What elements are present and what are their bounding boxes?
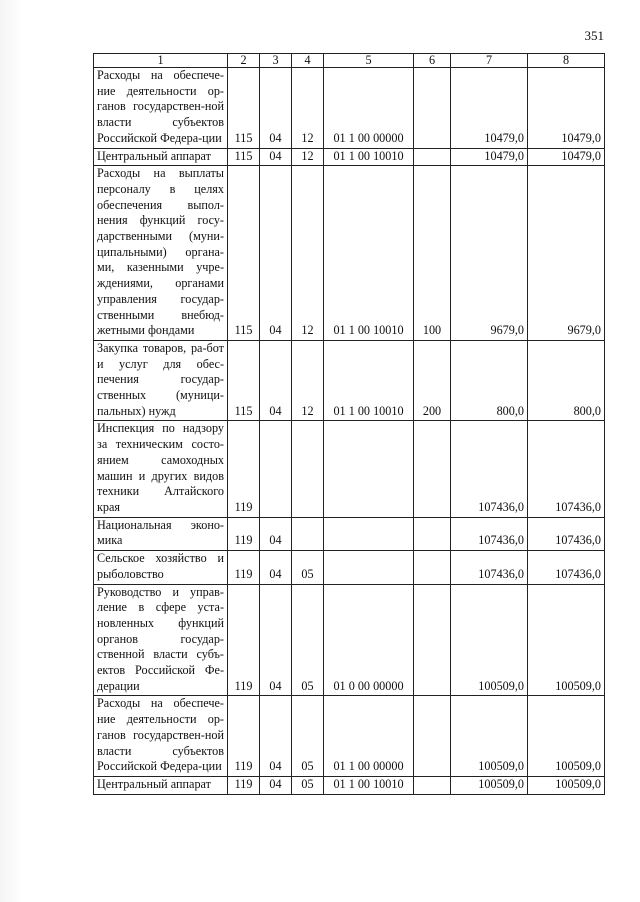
amount-cell: 10479,0 (528, 68, 605, 149)
row-name-cell: Расходы на выплаты персоналу в целях обеспечения выпол-нения функций госу-дарственными (муни-ципальными) органа-ми, казенными учре-ждениями, органами управления государ-ственными внебюд-жетными фондами (94, 166, 228, 341)
ministry-code-cell: 119 (228, 421, 260, 517)
ministry-code-cell: 119 (228, 776, 260, 794)
subsection-cell: 05 (292, 696, 324, 777)
column-header: 5 (324, 54, 414, 68)
ministry-code-cell: 119 (228, 584, 260, 696)
column-header: 3 (260, 54, 292, 68)
subsection-cell: 05 (292, 551, 324, 584)
budget-table (93, 53, 605, 795)
row-name-cell: Закупка товаров, ра-бот и услуг для обес-печения государ-ственных (муници-пальных) нужд (94, 340, 228, 421)
expense-type-cell (414, 517, 451, 550)
table-row (94, 517, 605, 550)
amount-cell: 107436,0 (451, 517, 528, 550)
ministry-code-cell: 115 (228, 68, 260, 149)
amount-cell: 107436,0 (451, 551, 528, 584)
section-cell: 04 (260, 696, 292, 777)
expense-type-cell (414, 551, 451, 584)
section-cell: 04 (260, 517, 292, 550)
ministry-code-cell: 115 (228, 166, 260, 341)
target-article-cell (324, 421, 414, 517)
row-name-cell: Расходы на обеспече-ние деятельности ор-ганов государствен-ной власти субъектов Российской Федера-ции (94, 696, 228, 777)
row-name-cell: Сельское хозяйство и рыболовство (94, 551, 228, 584)
row-name-cell: Инспекция по надзору за техническим состо-янием самоходных машин и других видов техники Алтайского края (94, 421, 228, 517)
table-row (94, 148, 605, 166)
amount-cell: 100509,0 (528, 776, 605, 794)
expense-type-cell: 200 (414, 340, 451, 421)
amount-cell: 100509,0 (528, 584, 605, 696)
row-name-cell: Руководство и управ-ление в сфере уста-новленных функций органов государ-ственной власти субъ-ектов Российской Фе-дерации (94, 584, 228, 696)
amount-cell: 9679,0 (528, 166, 605, 341)
section-cell: 04 (260, 166, 292, 341)
target-article-cell (324, 517, 414, 550)
target-article-cell: 01 0 00 00000 (324, 584, 414, 696)
row-name-cell: Центральный аппарат (94, 148, 228, 166)
section-cell: 04 (260, 148, 292, 166)
column-header: 2 (228, 54, 260, 68)
amount-cell: 9679,0 (451, 166, 528, 341)
page-number: 351 (584, 28, 604, 43)
subsection-cell: 05 (292, 584, 324, 696)
ministry-code-cell: 119 (228, 551, 260, 584)
amount-cell: 100509,0 (451, 776, 528, 794)
expense-type-cell (414, 148, 451, 166)
section-cell: 04 (260, 340, 292, 421)
target-article-cell: 01 1 00 10010 (324, 776, 414, 794)
amount-cell: 10479,0 (528, 148, 605, 166)
subsection-cell: 12 (292, 166, 324, 341)
section-cell: 04 (260, 551, 292, 584)
subsection-cell: 12 (292, 148, 324, 166)
column-header: 7 (451, 54, 528, 68)
amount-cell: 107436,0 (528, 517, 605, 550)
amount-cell: 107436,0 (528, 421, 605, 517)
section-cell: 04 (260, 776, 292, 794)
subsection-cell: 12 (292, 68, 324, 149)
section-cell (260, 421, 292, 517)
table-row (94, 68, 605, 149)
target-article-cell: 01 1 00 10010 (324, 340, 414, 421)
target-article-cell: 01 1 00 10010 (324, 148, 414, 166)
row-name-cell: Расходы на обеспече-ние деятельности ор-ганов государствен-ной власти субъектов Российской Федера-ции (94, 68, 228, 149)
section-cell: 04 (260, 68, 292, 149)
amount-cell: 10479,0 (451, 148, 528, 166)
subsection-cell (292, 517, 324, 550)
expense-type-cell: 100 (414, 166, 451, 341)
column-number-row (94, 54, 605, 68)
row-name-cell: Центральный аппарат (94, 776, 228, 794)
expense-type-cell (414, 421, 451, 517)
expense-type-cell (414, 696, 451, 777)
target-article-cell (324, 551, 414, 584)
table-row (94, 421, 605, 517)
amount-cell: 100509,0 (451, 584, 528, 696)
expense-type-cell (414, 68, 451, 149)
column-header: 6 (414, 54, 451, 68)
row-name-cell: Национальная эконо-мика (94, 517, 228, 550)
table-row (94, 551, 605, 584)
ministry-code-cell: 119 (228, 696, 260, 777)
subsection-cell: 12 (292, 340, 324, 421)
amount-cell: 100509,0 (451, 696, 528, 777)
expense-type-cell (414, 776, 451, 794)
scan-left-shadow (0, 0, 22, 902)
table-row (94, 696, 605, 777)
target-article-cell: 01 1 00 00000 (324, 68, 414, 149)
amount-cell: 107436,0 (528, 551, 605, 584)
amount-cell: 107436,0 (451, 421, 528, 517)
subsection-cell: 05 (292, 776, 324, 794)
table-row (94, 340, 605, 421)
table-row (94, 776, 605, 794)
subsection-cell (292, 421, 324, 517)
amount-cell: 800,0 (451, 340, 528, 421)
expense-type-cell (414, 584, 451, 696)
amount-cell: 10479,0 (451, 68, 528, 149)
table-row (94, 166, 605, 341)
column-header: 4 (292, 54, 324, 68)
ministry-code-cell: 115 (228, 340, 260, 421)
column-header: 8 (528, 54, 605, 68)
target-article-cell: 01 1 00 10010 (324, 166, 414, 341)
amount-cell: 100509,0 (528, 696, 605, 777)
ministry-code-cell: 115 (228, 148, 260, 166)
amount-cell: 800,0 (528, 340, 605, 421)
table-row (94, 584, 605, 696)
section-cell: 04 (260, 584, 292, 696)
target-article-cell: 01 1 00 00000 (324, 696, 414, 777)
column-header: 1 (94, 54, 228, 68)
ministry-code-cell: 119 (228, 517, 260, 550)
